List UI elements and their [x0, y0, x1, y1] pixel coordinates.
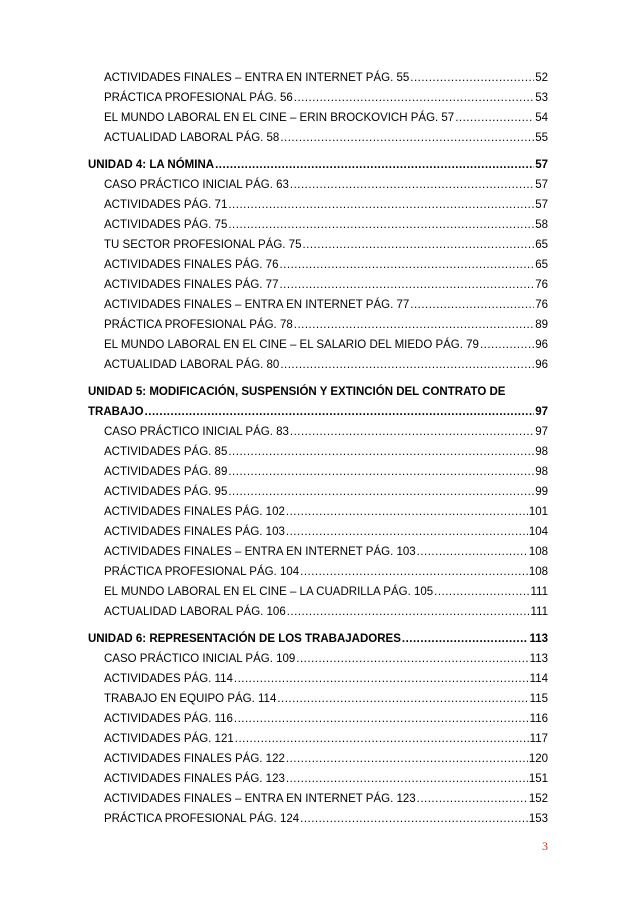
toc-entry[interactable] [88, 462, 548, 482]
toc-entry-page: 54 [535, 112, 548, 124]
toc-entry[interactable] [88, 215, 548, 235]
toc-entry[interactable] [88, 809, 548, 829]
toc-entry[interactable] [88, 522, 548, 542]
toc-entry-label: ACTUALIDAD LABORAL PÁG. 106 [104, 606, 286, 618]
leader-dots [286, 502, 528, 522]
toc-unit-page: 57 [535, 159, 548, 171]
toc-entry[interactable] [88, 235, 548, 255]
leader-dots [290, 422, 534, 442]
toc-entry-page: 65 [535, 239, 548, 251]
toc-unit-heading-line1[interactable]: UNIDAD 5: MODIFICACIÓN, SUSPENSIÓN Y EXTINCIÓN DEL CONTRATO DE [88, 386, 506, 398]
leader-dots [410, 295, 534, 315]
toc-entry-label: PRÁCTICA PROFESIONAL PÁG. 124 [104, 813, 300, 825]
toc-entry-page: 58 [535, 219, 548, 231]
toc-entry-label: ACTIVIDADES FINALES PÁG. 103 [104, 526, 285, 538]
toc-entry-label: ACTIVIDADES FINALES PÁG. 76 [104, 259, 279, 271]
toc-entry[interactable] [88, 195, 548, 215]
leader-dots [228, 482, 534, 502]
leader-dots [300, 809, 528, 829]
toc-entry-label: ACTIVIDADES FINALES – ENTRA EN INTERNET PÁG. 77 [104, 299, 410, 311]
toc-entry-page: 111 [530, 606, 548, 618]
toc-entry-label: CASO PRÁCTICO INICIAL PÁG. 83 [104, 426, 289, 438]
toc-entry[interactable] [88, 769, 548, 789]
toc-entry[interactable] [88, 295, 548, 315]
leader-dots [234, 669, 529, 689]
leader-dots [302, 235, 534, 255]
toc-entry-page: 53 [535, 92, 548, 104]
toc-entry[interactable] [88, 442, 548, 462]
toc-entry-label: ACTIVIDADES FINALES – ENTRA EN INTERNET PÁG. 123 [104, 793, 416, 805]
toc-entry-page: 104 [528, 526, 548, 538]
leader-dots [215, 155, 534, 175]
leader-dots [280, 355, 534, 375]
toc-entry-label: CASO PRÁCTICO INICIAL PÁG. 63 [104, 179, 289, 191]
toc-entry-label: ACTIVIDADES PÁG. 121 [104, 733, 234, 745]
toc-entry-label: ACTIVIDADES PÁG. 95 [104, 486, 228, 498]
toc-entry-label: TRABAJO EN EQUIPO PÁG. 114 [104, 693, 277, 705]
toc-entry[interactable] [88, 175, 548, 195]
toc-entry-label: ACTIVIDADES FINALES PÁG. 102 [104, 506, 285, 518]
leader-dots [287, 602, 530, 622]
toc-entry[interactable] [88, 355, 548, 375]
toc-unit-label: UNIDAD 4: LA NÓMINA [88, 159, 215, 171]
leader-dots [480, 335, 534, 355]
leader-dots [228, 442, 534, 462]
leader-dots [455, 108, 534, 128]
toc-entry[interactable] [88, 562, 548, 582]
toc-entry-label: ACTIVIDADES PÁG. 71 [104, 199, 228, 211]
toc-entry-label: CASO PRÁCTICO INICIAL PÁG. 109 [104, 653, 296, 665]
leader-dots [434, 582, 529, 602]
toc-entry-page: 76 [535, 279, 548, 291]
leader-dots [300, 562, 528, 582]
toc-entry[interactable] [88, 542, 548, 562]
toc-entry-page: 57 [535, 199, 548, 211]
toc-entry[interactable] [88, 275, 548, 295]
toc-entry[interactable] [88, 649, 548, 669]
toc-entry-page: 152 [528, 793, 548, 805]
leader-dots [279, 255, 534, 275]
toc-entry-page: 113 [529, 653, 548, 665]
toc-entry[interactable] [88, 108, 548, 128]
toc-entry-page: 76 [535, 299, 548, 311]
toc-entry-page: 151 [528, 773, 548, 785]
toc-entry-page: 108 [528, 546, 548, 558]
toc-entry-page: 116 [529, 713, 548, 725]
toc-entry-page: 115 [529, 693, 548, 705]
leader-dots [228, 462, 534, 482]
leader-dots [286, 522, 528, 542]
toc-entry[interactable] [88, 482, 548, 502]
toc-entry-label: ACTUALIDAD LABORAL PÁG. 80 [104, 359, 280, 371]
toc-entry-page: 111 [530, 586, 548, 598]
table-of-contents [88, 68, 548, 829]
toc-unit-label: TRABAJO [88, 406, 144, 418]
toc-entry[interactable] [88, 729, 548, 749]
toc-entry-page: 99 [535, 486, 548, 498]
leader-dots [290, 175, 534, 195]
toc-entry-label: ACTIVIDADES FINALES PÁG. 123 [104, 773, 285, 785]
toc-entry-label: ACTUALIDAD LABORAL PÁG. 58 [104, 132, 280, 144]
toc-entry[interactable] [88, 88, 548, 108]
toc-entry[interactable] [88, 709, 548, 729]
leader-dots [228, 215, 534, 235]
leader-dots [235, 729, 529, 749]
leader-dots [417, 789, 528, 809]
leader-dots [279, 275, 534, 295]
toc-entry-label: ACTIVIDADES FINALES – ENTRA EN INTERNET PÁG. 103 [104, 546, 416, 558]
toc-entry-label: ACTIVIDADES PÁG. 114 [104, 673, 233, 685]
toc-entry[interactable] [88, 689, 548, 709]
toc-entry-label: ACTIVIDADES FINALES – ENTRA EN INTERNET PÁG. 55 [104, 72, 410, 84]
leader-dots [286, 749, 528, 769]
toc-entry-page: 97 [535, 426, 548, 438]
toc-entry-page: 96 [535, 359, 548, 371]
toc-entry-label: PRÁCTICA PROFESIONAL PÁG. 56 [104, 92, 293, 104]
toc-entry-page: 117 [529, 733, 548, 745]
toc-unit-heading[interactable] [88, 402, 548, 422]
toc-entry[interactable] [88, 502, 548, 522]
toc-entry[interactable] [88, 315, 548, 335]
toc-entry-label: PRÁCTICA PROFESIONAL PÁG. 104 [104, 566, 300, 578]
page-number: 3 [542, 839, 548, 853]
leader-dots [410, 68, 534, 88]
leader-dots [234, 709, 529, 729]
toc-unit-heading[interactable] [88, 629, 548, 649]
leader-dots [286, 769, 528, 789]
toc-entry[interactable] [88, 749, 548, 769]
toc-entry-label: ACTIVIDADES FINALES PÁG. 122 [104, 753, 285, 765]
toc-entry[interactable] [88, 602, 548, 622]
toc-entry-label: ACTIVIDADES FINALES PÁG. 77 [104, 279, 279, 291]
toc-entry-label: PRÁCTICA PROFESIONAL PÁG. 78 [104, 319, 293, 331]
leader-dots [228, 195, 534, 215]
toc-entry[interactable] [88, 335, 548, 355]
toc-entry-page: 98 [535, 446, 548, 458]
toc-entry-label: ACTIVIDADES PÁG. 116 [104, 713, 233, 725]
toc-unit-page: 113 [529, 633, 548, 645]
leader-dots [294, 315, 534, 335]
toc-entry-page: 96 [535, 339, 548, 351]
toc-entry[interactable] [88, 68, 548, 88]
toc-entry[interactable] [88, 582, 548, 602]
toc-entry-page: 108 [528, 566, 548, 578]
toc-entry-page: 98 [535, 466, 548, 478]
toc-unit-heading[interactable] [88, 155, 548, 175]
toc-entry[interactable] [88, 255, 548, 275]
toc-entry-page: 114 [529, 673, 548, 685]
leader-dots [280, 128, 534, 148]
toc-entry-page: 101 [528, 506, 548, 518]
leader-dots [296, 649, 528, 669]
toc-entry[interactable] [88, 128, 548, 148]
leader-dots [145, 402, 535, 422]
toc-unit-label: UNIDAD 6: REPRESENTACIÓN DE LOS TRABAJADORES [88, 633, 401, 645]
leader-dots [277, 689, 528, 709]
toc-entry-label: ACTIVIDADES PÁG. 85 [104, 446, 228, 458]
toc-entry-page: 52 [535, 72, 548, 84]
toc-entry-label: ACTIVIDADES PÁG. 89 [104, 466, 228, 478]
toc-entry-page: 57 [535, 179, 548, 191]
toc-entry-label: EL MUNDO LABORAL EN EL CINE – LA CUADRILLA PÁG. 105 [104, 586, 434, 598]
toc-entry-label: TU SECTOR PROFESIONAL PÁG. 75 [104, 239, 302, 251]
toc-entry-page: 153 [528, 813, 548, 825]
leader-dots [417, 542, 528, 562]
toc-entry[interactable] [88, 669, 548, 689]
leader-dots [402, 629, 529, 649]
toc-entry[interactable] [88, 422, 548, 442]
leader-dots [294, 88, 534, 108]
toc-unit-page: 97 [535, 406, 548, 418]
toc-entry-page: 89 [535, 319, 548, 331]
toc-entry-label: EL MUNDO LABORAL EN EL CINE – ERIN BROCKOVICH PÁG. 57 [104, 112, 455, 124]
toc-entry-page: 120 [528, 753, 548, 765]
toc-entry-label: ACTIVIDADES PÁG. 75 [104, 219, 228, 231]
toc-entry-page: 55 [535, 132, 548, 144]
toc-entry[interactable] [88, 789, 548, 809]
toc-entry-label: EL MUNDO LABORAL EN EL CINE – EL SALARIO DEL MIEDO PÁG. 79 [104, 339, 479, 351]
toc-entry-page: 65 [535, 259, 548, 271]
